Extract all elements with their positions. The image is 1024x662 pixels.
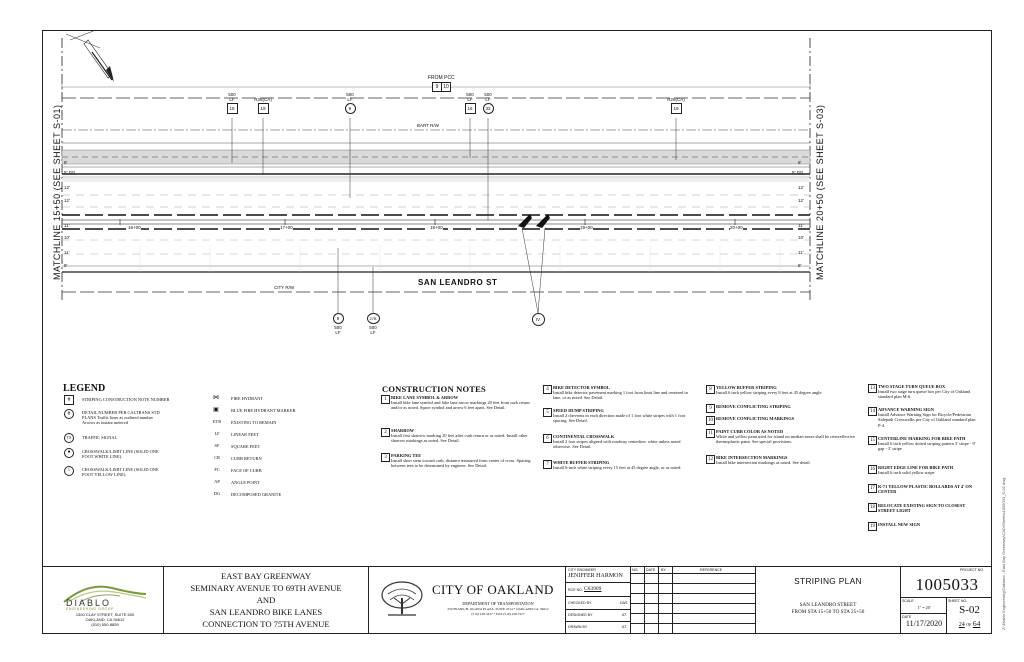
traffic-signal-icon: TS [64,433,74,443]
city-engineer: JENIFFER HARMON [568,573,623,579]
station-label: 19+00 [580,225,593,230]
matchline-left: MATCHLINE 15+50 (SEE SHEET S-01) [52,104,62,280]
legend-item: CURB RETURN [231,456,262,461]
callout-top: R26(CA) 19 [665,97,687,114]
legend-item: DETAIL NUMBER PER CALTRANS STD PLANS Traffic lines as outlined number Arrows as instant metered [82,410,160,425]
firm-name: DIABLO [66,598,112,608]
construction-note: 3 PARKING TEE Install short stem toward curb, distance measured from center of cross. Spacing between tees to be determined by engineer. See Detail. [381,453,531,469]
construction-note: 12 BIKE INTERSECTION MARKINGS Install bike intersection markings as noted. See detail. [708,455,811,466]
detail-number-icon: # [64,409,74,419]
rev-header-by: BY [661,568,666,572]
construction-note: 5 SPEED HUMP STRIPING Install 2 chevrons in each direction made of 1 foot white stripes with 1 foot spacing. See Detail. [543,408,695,424]
legend-abbr: CR [214,455,220,460]
station-label: 20+00 [730,225,743,230]
construction-note: 15 CENTERLINE MARKING FOR BIKE PATH Install 6 inch yellow dotted striping pattern 3' stripe - 9' gap - 3' stripe [870,436,976,452]
drawn-label: DRAWN BY [568,625,588,629]
sheet-count: 24 OF 64 [958,619,981,628]
legend-item: SQUARE FEET [231,444,261,449]
legend-title: LEGEND [63,383,106,394]
construction-note: 8 YELLOW BUFFER STRIPING Install 6 inch yellow striping every 8 feet at 45 degree angle. [706,385,856,395]
city-rw-label: CITY R/W [274,285,295,290]
bike-lane-arrow-icon [518,214,550,228]
construction-note: 14 ADVANCE WARNING SIGN Install Advance Warning Sign for Bicycle/Pedestrian Sidepath Crosswalks per City of Oakland standard plan P-4. [870,407,976,428]
white-crosswalk-icon: ● [64,448,74,458]
legend-abbr: FC [214,467,220,472]
construction-note: 19 INSTALL NEW SIGN [870,522,921,529]
checked-by: DAS [620,601,628,605]
street-name: SAN LEANDRO ST [418,278,498,287]
scale-label: SCALE [902,599,914,603]
legend-abbr: ETR [212,419,222,424]
sheet-number: S-02 [959,604,980,616]
legend-abbr: SF [214,443,220,448]
matchline-right: MATCHLINE 20+50 (SEE SHEET S-03) [815,104,825,280]
construction-note: 18 RELOCATE EXISTING SIGN TO CLOSEST STREET LIGHT [870,503,966,514]
callout-bottom: IV [531,313,545,326]
bart-rw-label: BART R/W [417,123,439,128]
callout-top: 500 LF 9 [342,92,358,114]
legend-item: ANGLE POINT [231,480,260,485]
scale-value: 1" = 20' [917,605,931,610]
date-label: DATE [902,615,912,619]
dept-address: 250 FRANK H. OGAWA PLAZA, SUITE 4314 * OAKLAND CA. 94612 [447,607,549,611]
construction-note: 11 PAINT CURB COLOR AS NOTED White and yellow paint used for island on median noses shall be retroreflective thermoplastic paint. See special provisions. [706,429,856,445]
legend-abbr: LF [214,431,220,436]
legend-item: CROSSWALK/LIMIT LINE (SOLID ONE FOOT YELLOW LINE). [82,467,159,477]
construction-note: 10 REMOVE CONFLICTING MARKINGS [708,416,795,423]
note-number-icon: # [64,395,74,405]
legend-abbr: DG [213,491,221,496]
callout-top: 500 LF 32 [480,92,496,114]
construction-note: 9 REMOVE CONFLICTING STRIPING [706,404,856,409]
sheet-title: STRIPING PLAN [794,576,862,586]
construction-note: 6 CONTINENTAL CROSSWALK Install 2 foot stripes aligned with roadway centerline, white unless noted otherwise. See Detail. [543,434,695,450]
north-arrow-icon [66,30,114,82]
legend-item: STRIPING CONSTRUCTION NOTE NUMBER [82,397,170,402]
project-number: 1005033 [915,575,979,594]
callout-bottom: 9 500 LF [330,313,346,335]
checked-label: CHECKED BY [568,601,592,605]
firm-subtitle: ENGINEERING GROUP [66,607,114,611]
legend-item: CROSSWALK/LIMIT LINE (SOLID ONE FOOT WHITE LINE). [82,449,159,459]
legend-item: BLUE FIRE HYDRANT MARKER [231,408,296,413]
legend-item: FIRE HYDRANT [231,396,264,401]
file-path: Z:\Diablo Engineering\Oakland - East Bay Greenway\CAD\Sheets\1005033_S-02.dwg [1001,477,1006,630]
designed-label: DESIGNED BY [568,613,593,617]
callout-top: R26(CA) 19 [252,97,274,114]
rce-label: RCE NO. [568,588,583,592]
callout-bottom: 27B 500 LF [364,313,382,335]
oak-tree-logo-icon [378,580,426,620]
drawn-by: AT [622,625,627,629]
construction-note: 16 RIGHT EDGE LINE FOR BIKE PATH Install 6 inch solid yellow stripe [870,465,954,476]
from-pcc-num-2: 10 [441,82,451,92]
legend-item: EXISTING TO REMAIN [231,420,277,425]
legend-item: DECOMPOSED GRANITE [231,492,282,497]
from-pcc-num-1: 9 [432,82,442,92]
city-engineer-label: CITY ENGINEER [568,568,596,572]
station-label: 17+00 [280,225,293,230]
rce-number: C63909 [584,586,602,592]
legend-item: LINEAR FEET [231,432,259,437]
rev-header-no: NO. [632,568,639,572]
sheet-subtitle-street: SAN LEANDRO STREET [799,602,857,608]
construction-note: 1 BIKE LANE SYMBOL & ARROW Install bike lane symbol and bike lane arrow markings 20 feet from curb return and/or as noted. Space symbol and arrow 6 feet apart. See Detail. [381,395,531,411]
callout-top: 500 LF 15 [224,92,240,114]
rev-header-date: DATE [646,568,656,572]
dept-phone: (510) 238-3437 * FAX (510) 238-7227 [471,612,525,616]
station-label: 16+00 [128,225,141,230]
from-pcc-label: FROM PCC [428,75,455,81]
dept-name: DEPARTMENT OF TRANSPORTATION [462,601,534,606]
construction-notes-title: CONSTRUCTION NOTES [382,384,486,394]
date-value: 11/17/2020 [905,619,943,628]
callout-top: 500 LF 16 [462,92,478,114]
legend-item: FACE OF CURB [231,468,262,473]
rev-header-reference: REFERENCE [700,568,723,572]
sheet-no-label: SHEET NO. [948,599,968,603]
city-name: CITY OF OAKLAND [432,582,554,597]
hydrant-marker-icon: ▣ [213,407,219,413]
project-no-label: PROJECT NO. [960,568,985,572]
station-label: 18+00 [430,225,443,230]
legend-abbr: AP [214,479,220,484]
construction-note: 17 K-71 YELLOW PLASTIC BOLLARDS AT 4' ON CENTER [870,484,973,495]
firm-address: 1300 CLAY STREET, SUITE 600 OAKLAND, CA 94612 (510) 550-8859 [75,612,135,627]
construction-note: 13 TWO STAGE TURN QUEUE BOX Install two stage turn queue box per City of Oakland standard plan M-6. [870,384,971,400]
project-title: EAST BAY GREENWAY SEMINARY AVENUE TO 69TH AVENUE AND SAN LEANDRO BIKE LANES CONNECTION TO 75TH AVENUE [190,571,342,629]
designed-by: AT [622,613,627,617]
construction-note: 7 WHITE BUFFER STRIPING Install 6-inch white striping every 15 feet at 45 degree angle, or as noted. [543,460,695,470]
construction-note: 2 SHARROW Install first sharrow marking 20 feet after curb return or as noted. Install other sharrow markings as noted. See Detail. [381,428,531,444]
fire-hydrant-icon: ⋈ [213,395,219,401]
yellow-crosswalk-icon: ○ [64,466,74,476]
sheet-subtitle-stations: FROM STA 15+50 TO STA 25+50 [791,609,865,615]
construction-note: 4 BIKE DETECTOR SYMBOL Install bike detector pavement marking 1 foot from limit line and centered in lane, or as noted. See Detail. [543,385,695,401]
legend-item: TRAFFIC SIGNAL [82,435,118,440]
